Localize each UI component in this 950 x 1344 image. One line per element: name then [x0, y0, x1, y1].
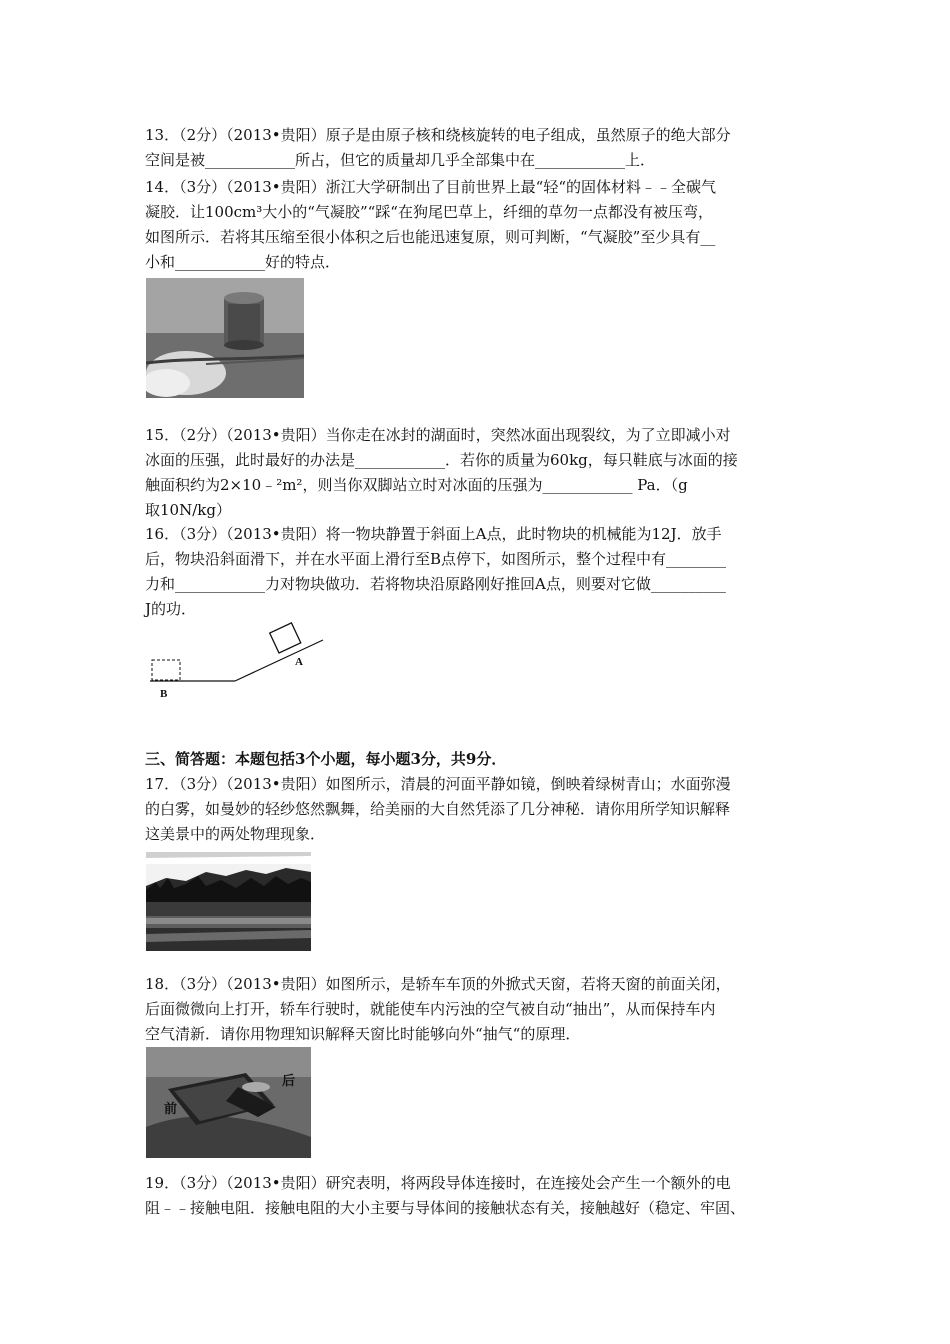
point-a-label: A — [295, 656, 303, 668]
question-13-line-1: 13．（2分）（2013•贵阳）原子是由原子核和绕核旋转的电子组成，虽然原子的绝大部分 — [145, 126, 731, 144]
question-19-line-2: 阻﹣﹣接触电阻．接触电阻的大小主要与导体间的接触状态有关，接触越好（稳定、牢固、 — [145, 1199, 746, 1217]
front-label: 前 — [164, 1102, 178, 1117]
block-at-a — [270, 623, 301, 653]
question-18-line-3: 空气清新．请你用物理知识解释天窗比时能够向外“抽气“的原理． — [145, 1025, 581, 1043]
question-16-line-1: 16．（3分）（2013•贵阳）将一物块静置于斜面上A点，此时物块的机械能为12J．放手 — [145, 525, 722, 543]
question-19 — [145, 1171, 810, 1221]
section-3 — [145, 747, 810, 772]
question-13 — [145, 123, 810, 173]
car-sunroof-image — [146, 1047, 311, 1158]
question-14-line-2: 凝胶．让100cm³大小的“气凝胶”“踩“在狗尾巴草上，纤细的草勿一点都没有被压弯， — [145, 203, 713, 221]
question-15-line-4: 取10N/kg） — [145, 501, 231, 519]
question-16-line-4: J的功． — [145, 600, 197, 618]
question-16-line-3: 力和____________力对物块做功．若将物块沿原路刚好推回A点，则要对它做__________ — [145, 575, 726, 593]
back-label: 后 — [282, 1074, 296, 1089]
question-18 — [145, 972, 810, 1047]
point-b-label: B — [160, 688, 168, 700]
question-18-line-2: 后面微微向上打开，轿车行驶时，就能使车内污浊的空气被自动“抽出”，从而保持车内 — [145, 1000, 716, 1018]
incline-diagram — [145, 622, 330, 702]
question-19-line-1: 19．（3分）（2013•贵阳）研究表明，将两段导体连接时，在连接处会产生一个额外的电 — [145, 1174, 731, 1192]
block-at-b — [152, 660, 180, 680]
question-15-line-2: 冰面的压强，此时最好的办法是____________．若你的质量为60kg，每只鞋底与冰面的接 — [145, 451, 738, 469]
question-15-line-1: 15．（2分）（2013•贵阳）当你走在冰封的湖面时，突然冰面出现裂纹，为了立即减小对 — [145, 426, 731, 444]
question-15 — [145, 423, 810, 523]
question-18-line-1: 18．（3分）（2013•贵阳）如图所示，是轿车车顶的外掀式天窗，若将天窗的前面关闭， — [145, 975, 731, 993]
question-17-line-3: 这美景中的两处物理现象． — [145, 825, 326, 843]
question-13-line-2: 空间是被____________所占，但它的质量却几乎全部集中在____________上． — [145, 151, 656, 169]
question-17-line-2: 的白雾，如曼妙的轻纱悠然飘舞，给美丽的大自然凭添了几分神秘．请你用所学知识解释 — [145, 800, 731, 818]
misty-lake-image — [146, 848, 311, 951]
question-14-line-1: 14．（3分）（2013•贵阳）浙江大学研制出了目前世界上最“轻“的固体材料﹣﹣全碳气 — [145, 178, 716, 196]
aerogel-on-grass-image — [146, 278, 304, 398]
question-14-line-4: 小和____________好的特点． — [145, 253, 341, 271]
section-3-heading: 三、简答题：本题包括3个小题，每小题3分，共9分． — [145, 750, 507, 768]
question-14 — [145, 175, 810, 275]
question-16 — [145, 522, 810, 622]
question-17-line-1: 17．（3分）（2013•贵阳）如图所示，清晨的河面平静如镜，倒映着绿树青山；水面弥漫 — [145, 775, 731, 793]
question-17 — [145, 772, 810, 847]
question-15-line-3: 触面积约为2×10﹣²m²，则当你双脚站立时对冰面的压强为____________ Pa．（g — [145, 476, 688, 494]
question-14-line-3: 如图所示．若将其压缩至很小体积之后也能迅速复原，则可判断，“气凝胶”至少具有__ — [145, 228, 716, 246]
question-16-line-2: 后，物块沿斜面滑下，并在水平面上滑行至B点停下，如图所示，整个过程中有________ — [145, 550, 727, 568]
